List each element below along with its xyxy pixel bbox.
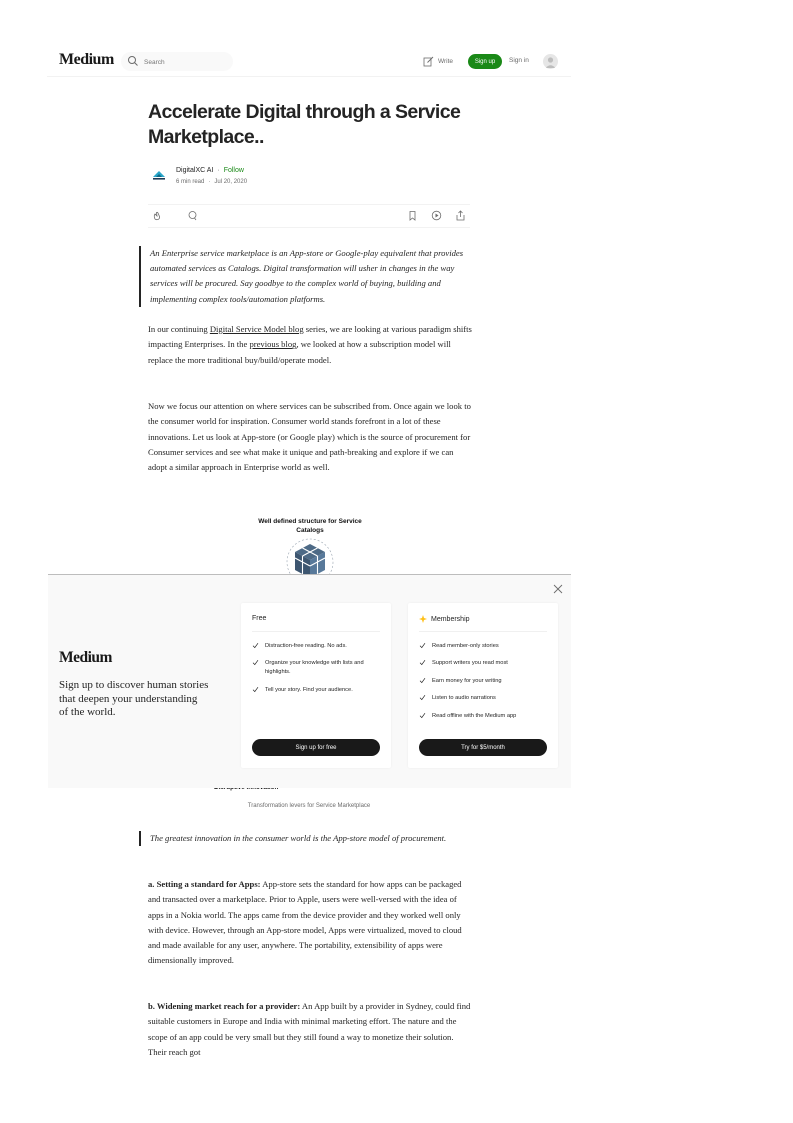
user-avatar[interactable] bbox=[543, 54, 558, 69]
feature-text: Read offline with the Medium app bbox=[432, 713, 517, 719]
write-icon bbox=[423, 56, 434, 67]
user-icon bbox=[543, 54, 558, 69]
free-plan-title: Free bbox=[252, 615, 267, 622]
pull-quote: The greatest innovation in the consumer world is the App-store model of procurement. bbox=[139, 831, 480, 846]
membership-plan-title: Membership bbox=[431, 615, 470, 623]
follow-button[interactable]: Follow bbox=[223, 167, 244, 174]
pull-quote: An Enterprise service marketplace is an App-store or Google-play equivalent that provides automated services as Catalogs. Digital transformation will usher in changes in the way services will be procured. Say goodbye to the complex world of buying, building and implementing complex tools/automation platforms. bbox=[139, 246, 480, 307]
article-paragraph: Now we focus our attention on where services can be subscribed from. Once again we look to the consumer world for inspiration. Consumer world stands forefront in a lot of these innovations. Let us look at App-store (or Google play) which is the source of procurement for Consumer services and see what make it unique and path-breaking and explore if we can adopt a similar approach in Enterprise world as well. bbox=[148, 401, 471, 473]
membership-plan-card bbox=[408, 603, 558, 768]
check-icon bbox=[419, 694, 426, 701]
search-box[interactable] bbox=[121, 52, 233, 71]
figure-caption: Transformation levers for Service Marketplace bbox=[247, 803, 371, 809]
feature-text: Listen to audio narrations bbox=[432, 695, 496, 701]
separator-dot: · bbox=[217, 167, 220, 174]
feature-text: Support writers you read most bbox=[432, 660, 508, 666]
paragraph-text: In our continuing bbox=[148, 324, 210, 334]
play-icon[interactable] bbox=[431, 210, 442, 221]
publish-date: Jul 20, 2020 bbox=[214, 179, 248, 185]
feature-item bbox=[419, 677, 549, 686]
paragraph-text: series, we are looking at various paradigm shifts impacting Enterprises. In the bbox=[148, 324, 472, 350]
comment-icon[interactable] bbox=[187, 210, 198, 221]
article-paragraph bbox=[148, 877, 473, 969]
check-icon bbox=[419, 659, 426, 666]
article-paragraph bbox=[148, 322, 473, 368]
feature-item bbox=[419, 712, 549, 721]
feature-item bbox=[252, 659, 382, 676]
feature-item bbox=[419, 659, 549, 668]
check-icon bbox=[419, 642, 426, 649]
check-icon bbox=[252, 659, 259, 666]
check-icon bbox=[252, 686, 259, 693]
feature-text: Read member-only stories bbox=[432, 643, 499, 649]
signup-overlay bbox=[48, 574, 571, 788]
cube-icon bbox=[285, 538, 335, 578]
digitalxc-logo-icon bbox=[150, 166, 168, 184]
top-navigation-bar bbox=[47, 44, 571, 77]
paragraph-text: , we looked at how a subscription model will replace the more traditional buy/build/operate model. bbox=[148, 339, 451, 365]
feature-item bbox=[419, 694, 549, 703]
author-avatar[interactable] bbox=[150, 166, 168, 184]
feature-item bbox=[252, 686, 382, 695]
divider bbox=[252, 631, 380, 632]
search-icon bbox=[127, 55, 139, 67]
read-time: 6 min read bbox=[176, 179, 205, 185]
sparkle-star-icon bbox=[419, 615, 427, 623]
membership-plan-heading bbox=[419, 615, 470, 623]
paragraph-heading: b. Widening market reach for a provider: bbox=[148, 1001, 301, 1011]
sign-up-button[interactable]: Sign up bbox=[468, 54, 502, 69]
feature-text: Tell your story. Find your audience. bbox=[265, 687, 353, 693]
check-icon bbox=[419, 712, 426, 719]
separator-dot: · bbox=[208, 179, 211, 185]
medium-logo[interactable]: Medium bbox=[59, 51, 114, 68]
author-name[interactable]: DigitalXC AI bbox=[176, 167, 214, 174]
figure-title: Well defined structure for Service Catalogs bbox=[258, 518, 362, 534]
write-button[interactable] bbox=[423, 55, 453, 67]
previous-blog-link[interactable]: previous blog bbox=[249, 339, 297, 350]
author-line bbox=[176, 167, 244, 174]
feature-text: Distraction-free reading. No ads. bbox=[265, 643, 347, 649]
bookmark-icon[interactable] bbox=[407, 210, 418, 221]
free-plan-card bbox=[241, 603, 391, 768]
feature-text: Organize your knowledge with lists and highlights. bbox=[265, 660, 364, 675]
article-title: Accelerate Digital through a Service Marketplace.. bbox=[148, 101, 461, 148]
feature-item bbox=[419, 642, 549, 651]
free-plan-heading bbox=[252, 615, 266, 622]
article-action-bar bbox=[148, 204, 470, 228]
divider bbox=[419, 631, 547, 632]
paragraph-text: An App built by a provider in Sydney, could find suitable customers in Europe and India with minimal marketing effort. The nature and the scope of an app could be very small but they still found a way to monetize their solution. Their reach got bbox=[148, 1001, 471, 1057]
article-meta bbox=[176, 179, 247, 185]
paragraph-heading: a. Setting a standard for Apps: bbox=[148, 879, 261, 889]
share-icon[interactable] bbox=[455, 210, 466, 221]
close-icon[interactable] bbox=[552, 583, 564, 595]
sign-up-for-free-button[interactable]: Sign up for free bbox=[252, 739, 380, 756]
feature-item bbox=[252, 642, 382, 651]
clap-icon[interactable] bbox=[152, 210, 163, 221]
check-icon bbox=[252, 642, 259, 649]
digital-service-model-link[interactable]: Digital Service Model blog bbox=[209, 324, 304, 334]
paragraph-text: App-store sets the standard for how apps can be packaged and transacted over a marketplace. Prior to Apple, users were well-versed with the idea of apps in a Nokia world. The apps came from the device provider and they worked well only with device. However, through an App-store model, Apps were virtualized, moved to cloud and made available for any user, anywhere. The portability, extensibility of apps were dimensionally improved. bbox=[148, 879, 462, 966]
write-label: Write bbox=[438, 57, 454, 65]
overlay-medium-logo: Medium bbox=[59, 649, 112, 666]
try-membership-button[interactable]: Try for $5/month bbox=[419, 739, 547, 756]
overlay-tagline: Sign up to discover human stories that deepen your understanding of the world. bbox=[59, 679, 209, 718]
sign-in-link[interactable]: Sign in bbox=[509, 57, 529, 64]
article-paragraph bbox=[148, 999, 473, 1060]
search-input[interactable] bbox=[142, 54, 231, 70]
feature-text: Earn money for your writing bbox=[432, 678, 502, 684]
check-icon bbox=[419, 677, 426, 684]
